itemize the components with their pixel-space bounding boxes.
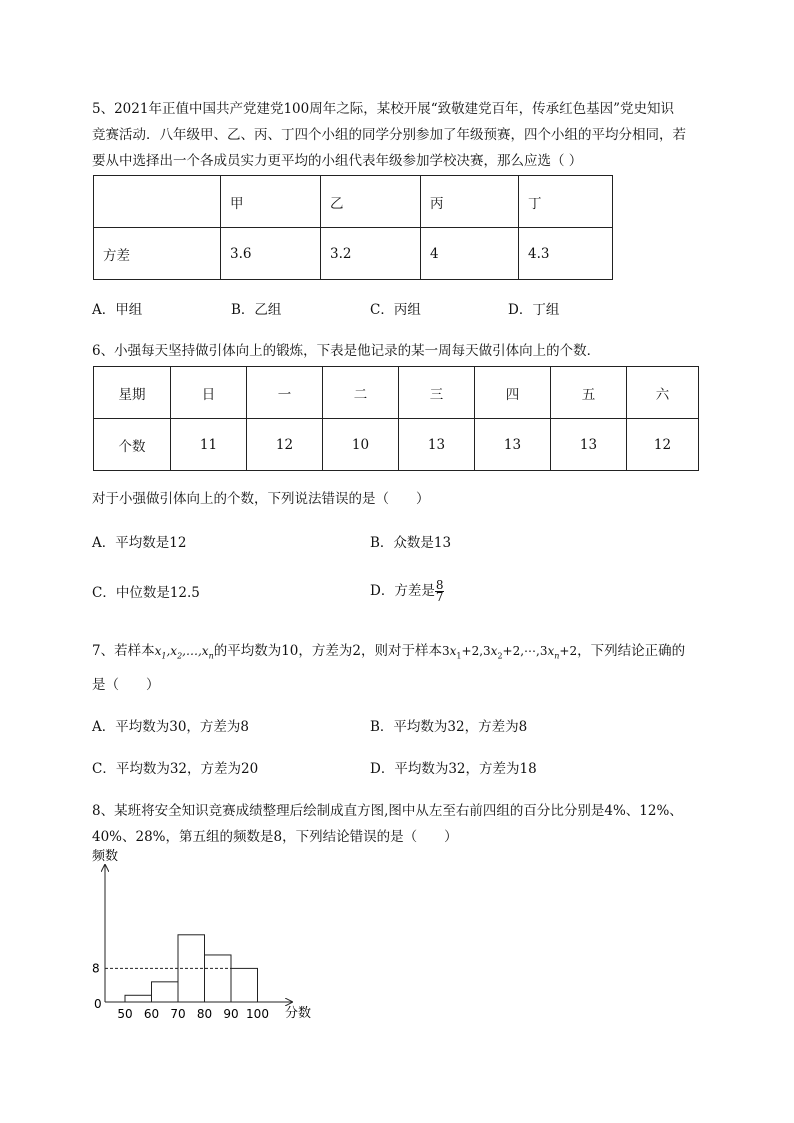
- q7-line1: [92, 642, 685, 665]
- q7-transformed-formula: $3x_1+2,3x_2+2,\cdots,3x_n+2$: [442, 644, 578, 661]
- q6-row2-label: 个数: [94, 419, 171, 471]
- x-tick-label: 80: [196, 1007, 213, 1021]
- q6-frac-numerator: 8: [435, 578, 444, 592]
- q5-header-bing: 丙: [421, 176, 519, 228]
- q5-header-yi: 乙: [321, 176, 421, 228]
- q6-count-2: 10: [323, 419, 399, 471]
- q6-day-0: 日: [171, 367, 247, 419]
- q6-row1-label: 星期: [94, 367, 171, 419]
- q6-stem: 对于小强做引体向上的个数，下列说法错误的是（ ）: [92, 491, 430, 507]
- q5-option-c: C．丙组: [370, 302, 421, 318]
- q6-day-4: 四: [475, 367, 551, 419]
- q5-line2: 竞赛活动．八年级甲、乙、丙、丁四个小组的同学分别参加了年级预赛，四个小组的平均分相同，若: [92, 127, 686, 143]
- q6-day-3: 三: [399, 367, 475, 419]
- q5-value-bing: 4: [421, 228, 519, 280]
- y-tick-label: 8: [92, 961, 100, 976]
- x-tick-label: 90: [223, 1007, 239, 1021]
- q7-option-c: C．平均数为32，方差为20: [92, 761, 259, 777]
- q5-value-ding: 4.3: [519, 228, 613, 280]
- q5-header-blank: [94, 176, 221, 228]
- q8-histogram: [80, 845, 330, 1030]
- q6-pullup-table: [93, 366, 699, 471]
- q6-count-1: 12: [247, 419, 323, 471]
- q6-option-c: C．中位数是12.5: [92, 585, 200, 601]
- q6-option-d-fraction: [435, 580, 445, 603]
- q6-day-2: 二: [323, 367, 399, 419]
- q6-option-b: B．众数是13: [370, 535, 452, 551]
- q8-line2: 40%、28%，第五组的频数是8，下列结论错误的是（ ）: [92, 829, 458, 845]
- q5-row-label: 方差: [94, 228, 221, 280]
- q6-frac-denominator: 7: [435, 590, 444, 604]
- x-tick-label: 70: [170, 1007, 186, 1021]
- q6-count-3: 13: [399, 419, 475, 471]
- q6-count-5: 13: [551, 419, 627, 471]
- q5-option-a: A．甲组: [92, 302, 143, 318]
- q8-line1: 8、某班将安全知识竞赛成绩整理后绘制成直方图,图中从左至右前四组的百分比分别是4%、12%、: [92, 803, 683, 819]
- q6-count-4: 13: [475, 419, 551, 471]
- x-tick-label: 50: [117, 1007, 133, 1021]
- histogram-bar: [231, 968, 258, 1002]
- q6-count-0: 11: [171, 419, 247, 471]
- q6-line1: 6、小强每天坚持做引体向上的锻炼，下表是他记录的某一周每天做引体向上的个数．: [92, 343, 601, 359]
- q7-line2: 是（ ）: [92, 677, 160, 693]
- q7-prefix: 7、若样本: [92, 643, 155, 659]
- histogram-bar: [152, 982, 179, 1002]
- histogram-bar: [205, 955, 232, 1002]
- q6-option-d-prefix: D．方差是: [370, 583, 435, 599]
- q7-sample-formula: $x_1,x_2,\dots,x_n$: [154, 644, 214, 661]
- q5-header-jia: 甲: [221, 176, 321, 228]
- q6-day-1: 一: [247, 367, 323, 419]
- q7-option-a: A．平均数为30，方差为8: [92, 719, 250, 735]
- q7-part2: ，下列结论正确的: [577, 643, 686, 659]
- q5-option-d: D．丁组: [508, 302, 560, 318]
- x-axis-label: 分数: [285, 1006, 312, 1021]
- q5-option-b: B．乙组: [231, 302, 282, 318]
- x-tick-label: 100: [246, 1007, 269, 1021]
- histogram-bar: [125, 995, 152, 1002]
- q6-day-5: 五: [551, 367, 627, 419]
- y-tick-label: 0: [94, 997, 102, 1011]
- q6-count-6: 12: [627, 419, 699, 471]
- y-axis-label: 频数: [92, 849, 119, 864]
- q6-option-a: A．平均数是12: [92, 535, 187, 551]
- q6-day-6: 六: [627, 367, 699, 419]
- q6-option-d: [370, 576, 444, 606]
- q5-variance-table: [93, 175, 613, 280]
- q7-option-b: B．平均数为32，方差为8: [370, 719, 528, 735]
- q5-line3: 要从中选择出一个各成员实力更平均的小组代表年级参加学校决赛，那么应选（ ）: [92, 153, 583, 169]
- q7-option-d: D．平均数为32，方差为18: [370, 761, 537, 777]
- q7-part1: 的平均数为10，方差为2，则对于样本: [213, 643, 442, 659]
- q5-header-ding: 丁: [519, 176, 613, 228]
- q5-value-yi: 3.2: [321, 228, 421, 280]
- q5-value-jia: 3.6: [221, 228, 321, 280]
- x-tick-label: 60: [143, 1007, 160, 1021]
- q5-line1: 5、2021年正值中国共产党建党100周年之际，某校开展“致敬建党百年，传承红色基因”党史知识: [92, 101, 675, 117]
